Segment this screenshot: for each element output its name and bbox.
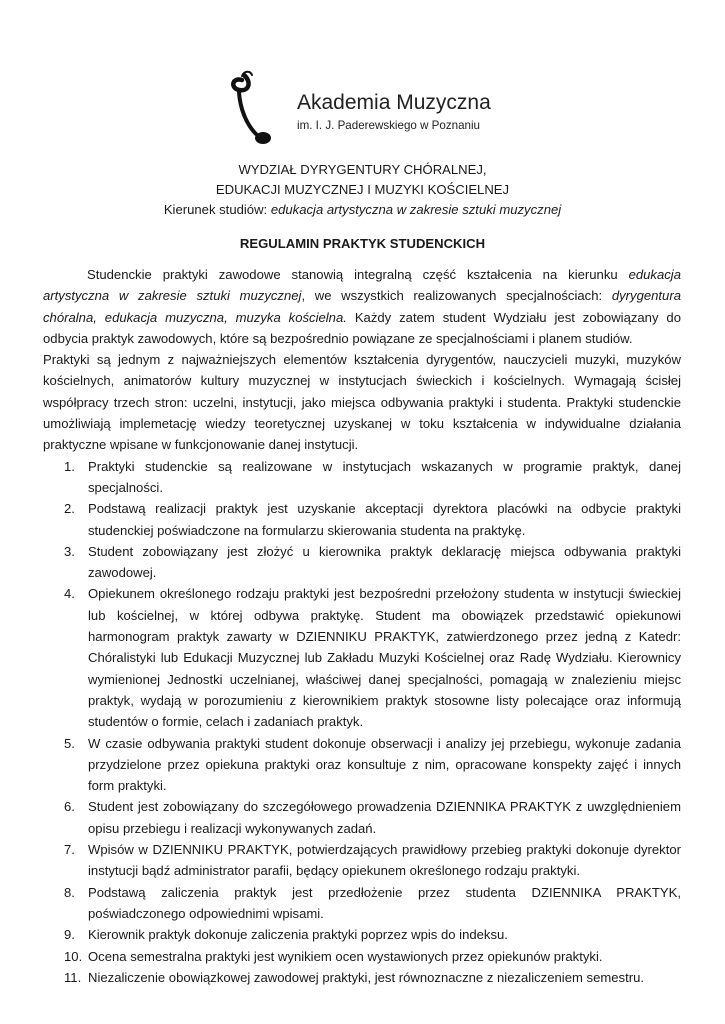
list-text: Wpisów w DZIENNIKU PRAKTYK, potwierdzających prawidłowy przebieg praktyki dokonuje dyrektor instytucji bądź administrator parafii, będący opiekunem określonego rodzaju praktyki. [88, 842, 681, 879]
field-label: Kierunek studiów: [163, 202, 271, 217]
academy-subtitle: im. I. J. Paderewskiego w Poznaniu [297, 119, 481, 132]
document-body [43, 264, 681, 988]
list-number: 11. [64, 969, 82, 985]
list-number: 2. [64, 501, 75, 517]
list-item [43, 796, 681, 839]
list-text: Podstawą zaliczenia praktyk jest przedłożenie przez studenta DZIENNIKA PRAKTYK, poświadczonego odpowiednimi wpisami. [88, 884, 681, 921]
intro-specializations-italic: dyrygentura chóralna, edukacja muzyczna, muzyka kościelna. [43, 288, 681, 325]
intro-paragraph-2: Praktyki są jednym z najważniejszych elementów kształcenia dyrygentów, nauczycieli muzyki, muzyków kościelnych, animatorów kultury muzycznej w instytucjach świeckich i kościelnych. Wymagają ścisłej współpracy trzech stron: uczelni, instytucji, jako miejsca odbywania praktyki i studenta. Praktyki studenckie umożliwiają implemetację wiedzy teoretycznej uzyskanej w toku kształcenia w indywidualne działania praktyczne wpisane w funkcjonowanie danej instytucji. [43, 352, 681, 453]
field-of-study [0, 200, 725, 220]
list-number: 9. [64, 927, 75, 943]
list-number: 10. [64, 948, 83, 964]
list-text: Podstawą realizacji praktyk jest uzyskanie akceptacji dyrektora placówki na odbycie praktyki studenckiej poświadczone na formularzu skierowania studenta na praktykę. [88, 501, 681, 538]
list-item [43, 498, 681, 541]
list-item [43, 946, 681, 967]
list-text: Opiekunem określonego rodzaju praktyki jest bezpośredni przełożony studenta w instytucji świeckiej lub kościelnej, w której odbywa praktykę. Student ma obowiązek przedstawić opiekunowi harmonogram praktyk zawarty w DZIENNIKU PRAKTYK, zatwierdzonego przez jedną z Katedr: Chóralistyki lub Edukacji Muzycznej lub Zakładu Muzyki Kościelnej oraz Radę Wydziału. Kierownicy wymienionej Jednostki uczelnianej, właściwej danej specjalności, pomagają w znalezieniu miejsc praktyk, wydają w porozumieniu z kierownikiem praktyk stosowne listy polecające oraz informują studentów o formie, celach i zadaniach praktyk. [88, 586, 681, 730]
faculty-line-2: EDUKACJI MUZYCZNEJ I MUZYKI KOŚCIELNEJ [215, 182, 510, 197]
list-item [43, 733, 681, 797]
intro-text-e: Każdy zatem student Wydziału jest zobowiązany do odbycia praktyk zawodowych, które są bezpośrednio powiązane ze specjalnościami i planem studiów. [43, 309, 681, 346]
list-text: W czasie odbywania praktyki student dokonuje obserwacji i analizy jej przebiegu, wykonuje zadania przydzielone przez opiekuna praktyki oraz konsultuje z nim, opracowane konspekty zajęć i innych form praktyki. [88, 735, 681, 794]
list-number: 8. [64, 884, 75, 900]
list-text: Praktyki studenckie są realizowane w instytucjach wskazanych w programie praktyk, danej specjalności. [88, 458, 681, 495]
intro-text-a: Studenckie praktyki zawodowe stanowią integralną część kształcenia na kierunku [87, 267, 629, 282]
rules-list [43, 456, 681, 988]
list-item [43, 456, 681, 499]
intro-field-italic: edukacja artystyczna w zakresie sztuki muzycznej [43, 267, 681, 304]
list-number: 3. [64, 543, 75, 559]
list-item [43, 541, 681, 584]
list-text: Student zobowiązany jest złożyć u kierownika praktyk deklarację miejsca odbywania praktyki zawodowej. [88, 543, 681, 581]
list-item [43, 924, 681, 945]
academy-logo [226, 66, 506, 146]
list-item [43, 583, 681, 732]
field-value: edukacja artystyczna w zakresie sztuki muzycznej [270, 202, 562, 217]
list-number: 4. [64, 586, 75, 602]
list-item [43, 882, 681, 925]
document-title: REGULAMIN PRAKTYK STUDENCKICH [239, 236, 486, 251]
list-item [43, 967, 681, 988]
list-text: Student jest zobowiązany do szczegółowego prowadzenia DZIENNIKA PRAKTYK z uwzględnieniem opisu przebiegu i realizacji wykonywanych zadań. [88, 799, 681, 836]
academy-name: Akademia Muzyczna [297, 91, 491, 114]
list-number: 7. [64, 842, 75, 858]
list-number: 6. [64, 799, 75, 815]
list-number: 1. [64, 458, 75, 474]
clef-logo-icon [226, 66, 286, 146]
faculty-line-1: WYDZIAŁ DYRYGENTURY CHÓRALNEJ, [238, 162, 487, 177]
list-text: Niezaliczenie obowiązkowej zawodowej praktyki, jest równoznaczne z niezaliczeniem semestru. [88, 969, 645, 985]
list-text: Kierownik praktyk dokonuje zaliczenia praktyki poprzez wpis do indeksu. [88, 927, 508, 943]
intro-paragraph-1 [43, 264, 681, 349]
list-number: 5. [64, 735, 75, 751]
list-text: Ocena semestralna praktyki jest wynikiem ocen wystawionych przez opiekunów praktyki. [88, 948, 603, 964]
list-item [43, 839, 681, 882]
intro-text-c: , we wszystkich realizowanych specjalnościach: [301, 288, 612, 304]
